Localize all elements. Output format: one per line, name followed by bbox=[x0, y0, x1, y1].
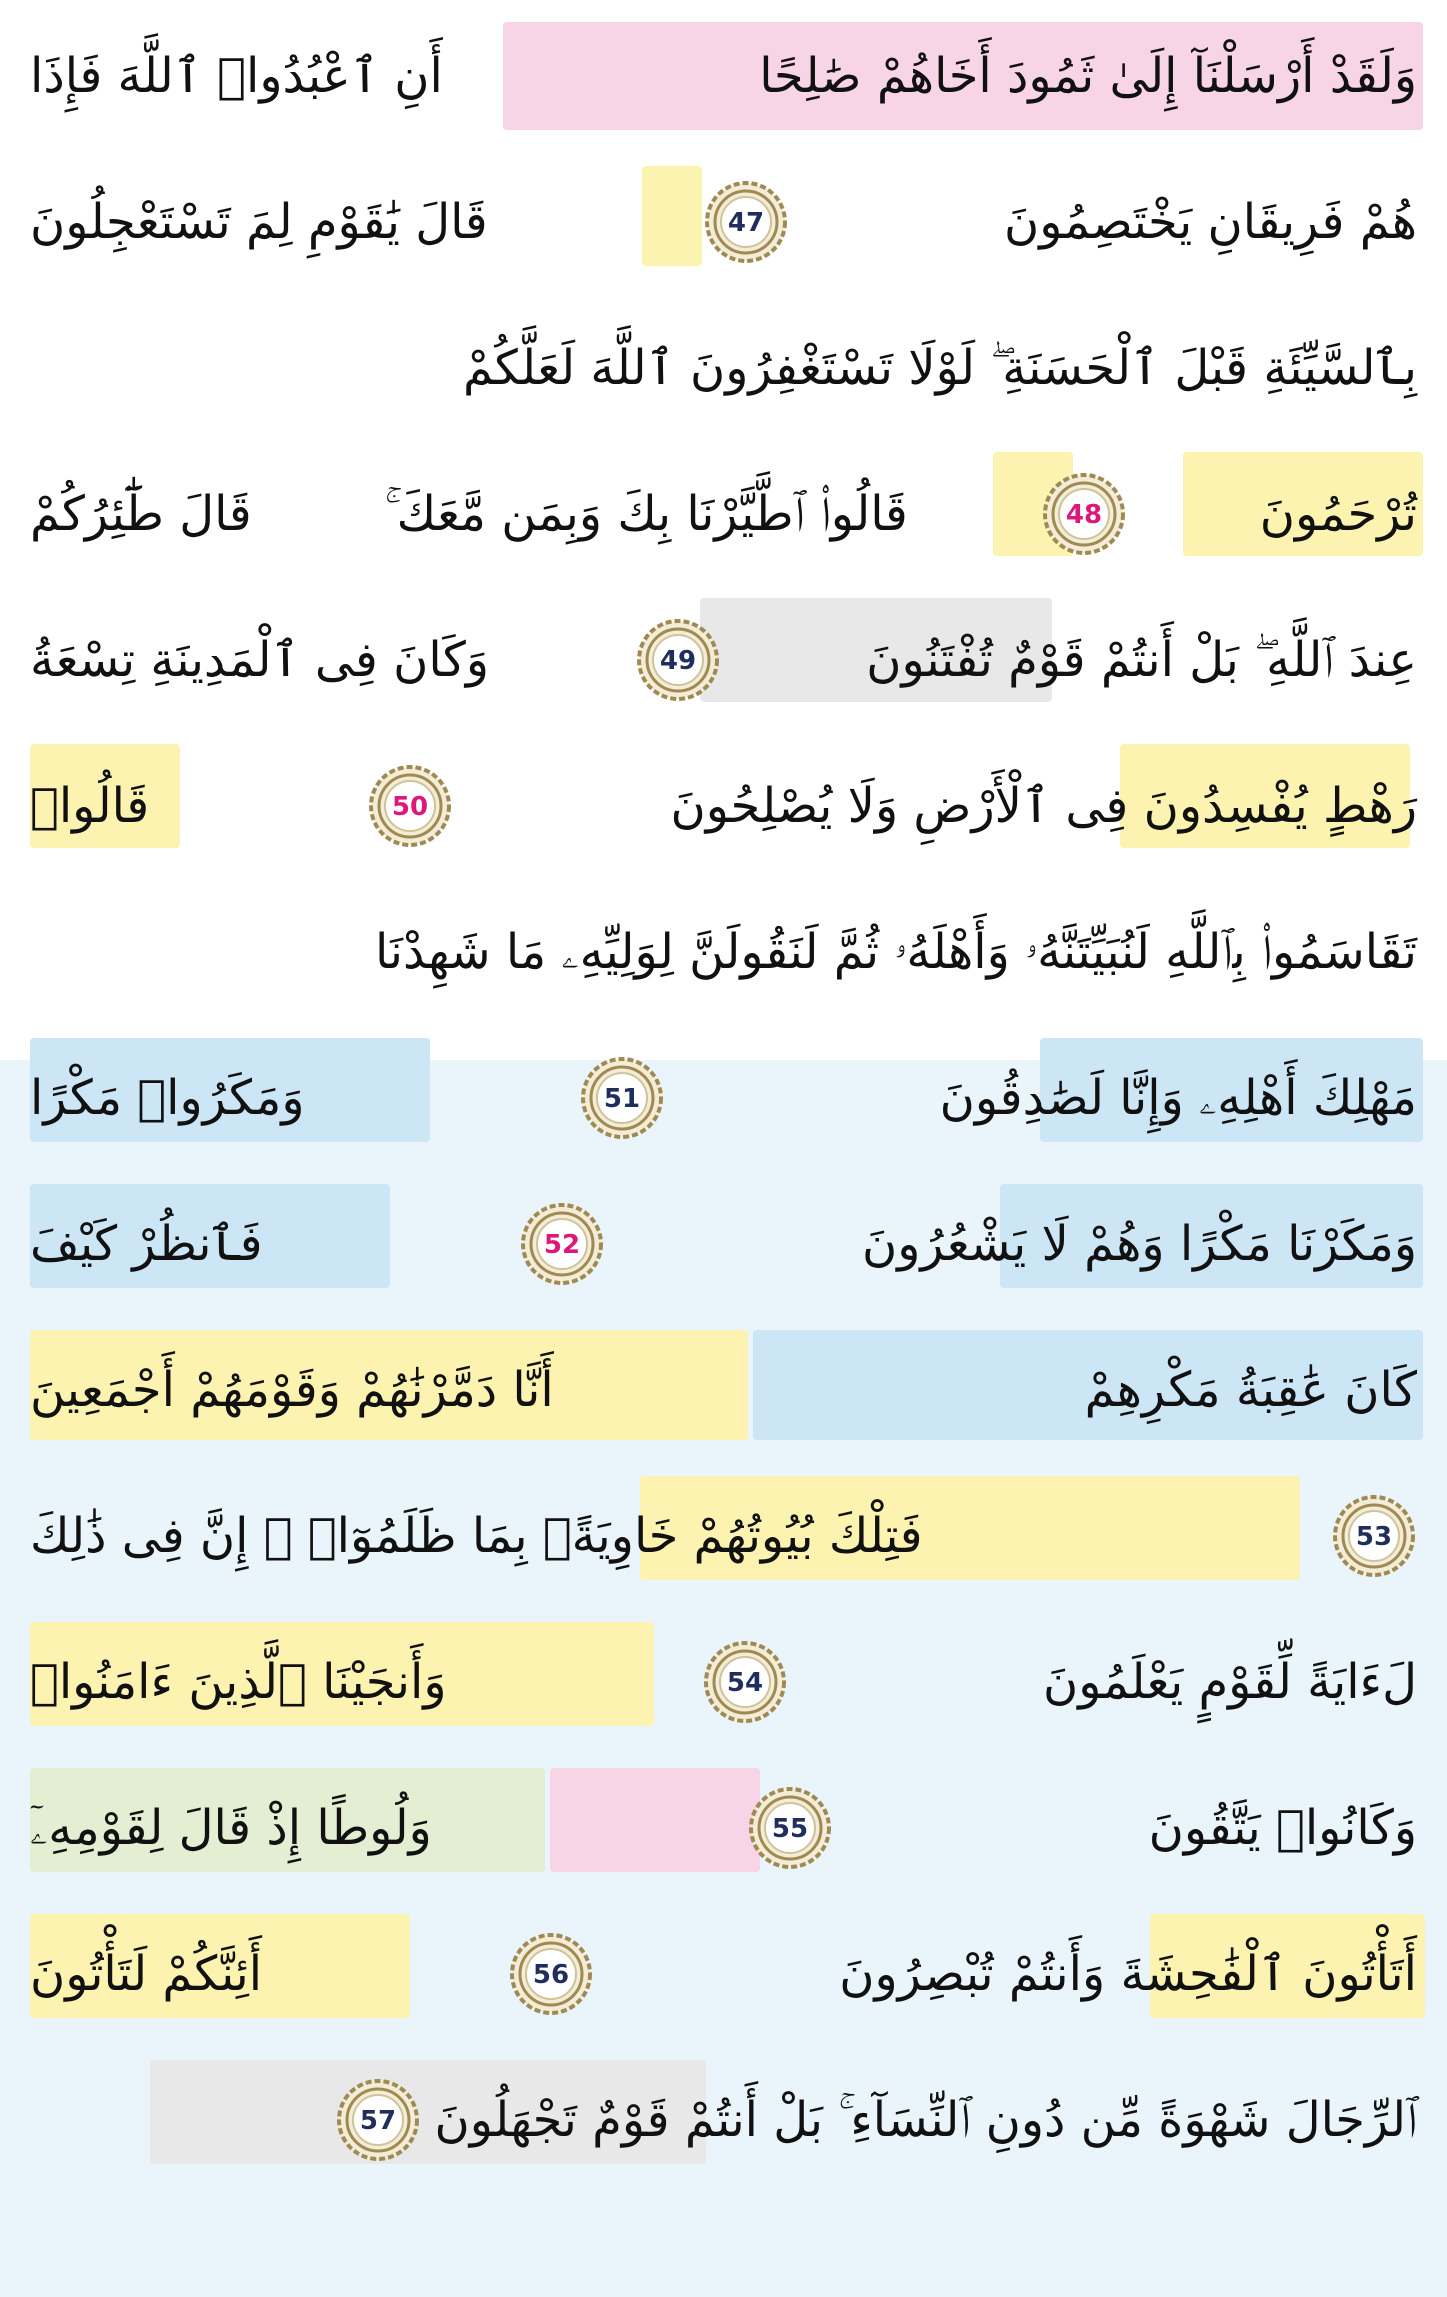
ayah-number: 50 bbox=[391, 792, 428, 822]
quran-line bbox=[30, 298, 1417, 438]
verse-text-segment: أَنِ ٱعْبُدُوا۟ ٱللَّهَ فَإِذَا bbox=[30, 48, 443, 104]
ayah-number-marker-icon bbox=[1041, 471, 1127, 557]
ayah-number: 55 bbox=[772, 1814, 809, 1844]
quran-line bbox=[30, 1904, 1417, 2044]
verse-text-segment: فَٱنظُرْ كَيْفَ bbox=[30, 1216, 263, 1272]
ayah-number-marker-icon bbox=[635, 617, 721, 703]
verse-text-segment: كَانَ عَٰقِبَةُ مَكْرِهِمْ bbox=[1084, 1362, 1417, 1418]
quran-line bbox=[30, 1466, 1417, 1606]
verse-text-segment: عِندَ ٱللَّهِ ۖ بَلْ أَنتُمْ قَوْمٌ تُفْتَنُونَ bbox=[866, 632, 1417, 688]
quran-line bbox=[30, 444, 1417, 584]
verse-text-segment: قَالُوا۟ ٱطَّيَّرْنَا بِكَ وَبِمَن مَّعَكَ ۚ bbox=[384, 486, 908, 542]
verse-text-segment: تَقَاسَمُوا۟ بِٱللَّهِ لَنُبَيِّتَنَّهُۥ وَأَهْلَهُۥ ثُمَّ لَنَقُولَنَّ لِوَلِيِّهِۦ مَا شَهِدْنَا bbox=[375, 924, 1417, 980]
quran-line bbox=[30, 2050, 1417, 2190]
quran-line bbox=[30, 1320, 1417, 1460]
quran-line bbox=[30, 152, 1417, 292]
ayah-number-marker-icon bbox=[519, 1201, 605, 1287]
verse-text-segment: أَنَّا دَمَّرْنَٰهُمْ وَقَوْمَهُمْ أَجْمَعِينَ bbox=[30, 1362, 554, 1418]
quran-line bbox=[30, 1758, 1417, 1898]
ayah-number: 57 bbox=[359, 2106, 396, 2136]
verse-text-segment: لَءَايَةً لِّقَوْمٍ يَعْلَمُونَ bbox=[1042, 1654, 1417, 1710]
ayah-number: 47 bbox=[727, 208, 764, 238]
ayah-number-marker-icon bbox=[508, 1931, 594, 2017]
ayah-number: 51 bbox=[603, 1084, 641, 1114]
verse-text-segment: هُمْ فَرِيقَانِ يَخْتَصِمُونَ bbox=[1004, 194, 1417, 250]
verse-text-segment: أَئِنَّكُمْ لَتَأْتُونَ bbox=[30, 1946, 263, 2002]
ayah-number-marker-icon bbox=[702, 1639, 788, 1725]
verse-text-segment: مَهْلِكَ أَهْلِهِۦ وَإِنَّا لَصَٰدِقُونَ bbox=[939, 1070, 1417, 1126]
quran-line bbox=[30, 1028, 1417, 1168]
quran-line bbox=[30, 1612, 1417, 1752]
verse-text-segment: قَالَ طَٰٓئِرُكُمْ bbox=[30, 486, 252, 542]
verse-text-segment: وَأَنجَيْنَا ٱلَّذِينَ ءَامَنُوا۟ bbox=[30, 1654, 447, 1710]
ayah-number: 54 bbox=[726, 1668, 763, 1698]
verse-text-segment: وَكَانُوا۟ يَتَّقُونَ bbox=[1148, 1800, 1417, 1856]
ayah-number-marker-icon bbox=[579, 1055, 665, 1141]
ayah-number: 52 bbox=[544, 1230, 581, 1260]
ayah-number-marker-icon bbox=[367, 763, 453, 849]
verse-text-segment: وَلَقَدْ أَرْسَلْنَآ إِلَىٰ ثَمُودَ أَخَاهُمْ صَٰلِحًا bbox=[759, 48, 1417, 104]
verse-text-segment: أَتَأْتُونَ ٱلْفَٰحِشَةَ وَأَنتُمْ تُبْصِرُونَ bbox=[839, 1946, 1417, 2002]
ayah-number: 48 bbox=[1065, 500, 1102, 530]
ayah-number-marker-icon bbox=[703, 179, 789, 265]
ayah-number: 49 bbox=[659, 646, 696, 676]
quran-line bbox=[30, 6, 1417, 146]
verse-text-segment: رَهْطٍ يُفْسِدُونَ فِى ٱلْأَرْضِ وَلَا يُصْلِحُونَ bbox=[670, 778, 1417, 834]
verse-text-segment: فَتِلْكَ بُيُوتُهُمْ خَاوِيَةًۢ بِمَا ظَلَمُوٓا۟ ۗ إِنَّ فِى ذَٰلِكَ bbox=[30, 1508, 923, 1564]
ayah-number: 56 bbox=[532, 1960, 569, 1990]
verse-text-segment: وَكَانَ فِى ٱلْمَدِينَةِ تِسْعَةُ bbox=[30, 632, 489, 688]
quran-line bbox=[30, 1174, 1417, 1314]
ayah-number-marker-icon bbox=[747, 1785, 833, 1871]
quran-line bbox=[30, 882, 1417, 1022]
verse-text-segment: قَالُوا۟ bbox=[30, 778, 150, 834]
verse-text-segment: وَلُوطًا إِذْ قَالَ لِقَوْمِهِۦٓ bbox=[30, 1800, 432, 1856]
quran-line bbox=[30, 590, 1417, 730]
verse-text-segment: ٱلرِّجَالَ شَهْوَةً مِّن دُونِ ٱلنِّسَآءِ ۚ بَلْ أَنتُمْ قَوْمٌ تَجْهَلُونَ bbox=[434, 2092, 1417, 2148]
verse-text-segment: وَمَكَرْنَا مَكْرًا وَهُمْ لَا يَشْعُرُونَ bbox=[862, 1216, 1417, 1272]
verse-text-segment: وَمَكَرُوا۟ مَكْرًا bbox=[30, 1070, 305, 1126]
ayah-number-marker-icon bbox=[1331, 1493, 1417, 1579]
verse-text-segment: تُرْحَمُونَ bbox=[1259, 486, 1417, 542]
verse-text-segment: قَالَ يَٰقَوْمِ لِمَ تَسْتَعْجِلُونَ bbox=[30, 194, 488, 250]
ayah-number: 53 bbox=[1355, 1522, 1393, 1552]
verse-text-segment: بِٱلسَّيِّئَةِ قَبْلَ ٱلْحَسَنَةِ ۖ لَوْلَا تَسْتَغْفِرُونَ ٱللَّهَ لَعَلَّكُمْ bbox=[462, 340, 1417, 396]
quran-line bbox=[30, 736, 1417, 876]
ayah-number-marker-icon bbox=[335, 2077, 421, 2163]
